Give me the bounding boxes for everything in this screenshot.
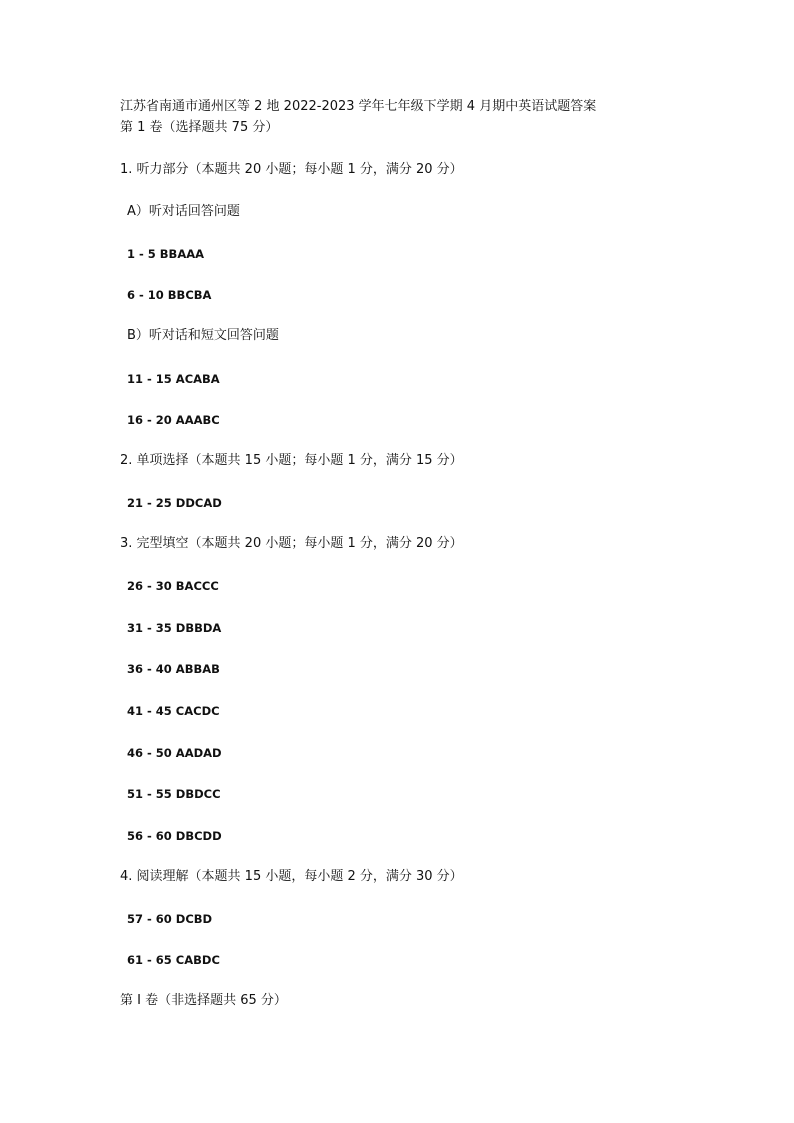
answer-line: 51 - 55 DBDCC: [127, 787, 221, 801]
answer-line: 26 - 30 BACCC: [127, 579, 219, 593]
part1-section-b: B）听对话和短文回答问题: [127, 328, 279, 343]
answer-line: 36 - 40 ABBAB: [127, 662, 220, 676]
part1-heading: 1. 听力部分（本题共 20 小题；每小题 1 分，满分 20 分）: [120, 162, 463, 177]
part1-section-a: A）听对话回答问题: [127, 204, 240, 219]
document-title: 江苏省南通市通州区等 2 地 2022-2023 学年七年级下学期 4 月期中英语试题答案: [120, 99, 597, 114]
answer-line: 11 - 15 ACABA: [127, 372, 220, 386]
part2-heading: 2. 单项选择（本题共 15 小题；每小题 1 分，满分 15 分）: [120, 453, 463, 468]
answer-line: 61 - 65 CABDC: [127, 953, 220, 967]
volume2-heading: 第 I 卷（非选择题共 65 分）: [120, 993, 287, 1008]
answer-line: 57 - 60 DCBD: [127, 912, 213, 926]
answer-line: 41 - 45 CACDC: [127, 704, 220, 718]
answer-line: 1 - 5 BBAAA: [127, 247, 205, 261]
part3-heading: 3. 完型填空（本题共 20 小题；每小题 1 分，满分 20 分）: [120, 536, 463, 551]
answer-line: 21 - 25 DDCAD: [127, 496, 222, 510]
volume1-heading: 第 1 卷（选择题共 75 分）: [120, 120, 279, 135]
answer-line: 46 - 50 AADAD: [127, 746, 222, 760]
answer-line: 6 - 10 BBCBA: [127, 288, 212, 302]
answer-line: 31 - 35 DBBDA: [127, 621, 222, 635]
answer-line: 16 - 20 AAABC: [127, 413, 220, 427]
answer-line: 56 - 60 DBCDD: [127, 829, 222, 843]
part4-heading: 4. 阅读理解（本题共 15 小题，每小题 2 分，满分 30 分）: [120, 869, 463, 884]
